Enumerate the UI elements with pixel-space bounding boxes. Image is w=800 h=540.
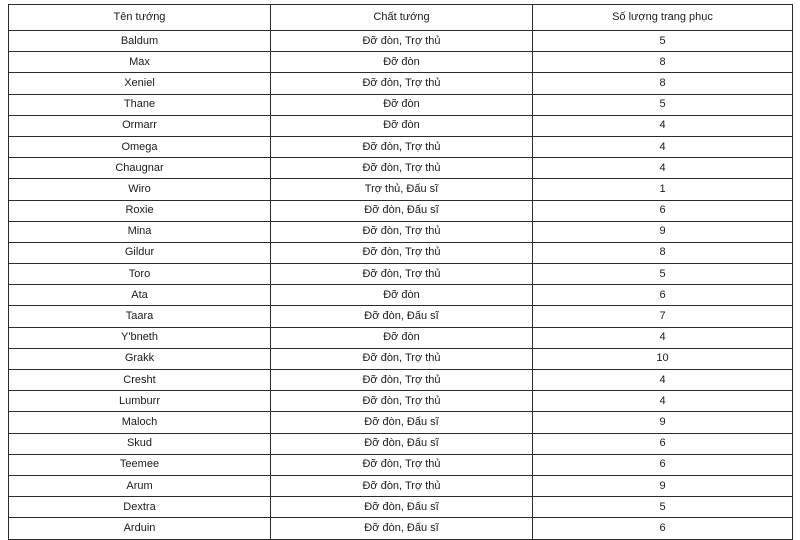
cell-skin-count: 9 [533,221,793,242]
cell-hero-name: Grakk [9,348,271,369]
cell-hero-name: Baldum [9,31,271,52]
table-row [9,264,793,285]
cell-skin-count: 6 [533,285,793,306]
cell-hero-class: Đỡ đòn, Trợ thủ [271,221,533,242]
table-row [9,391,793,412]
table-row [9,285,793,306]
cell-skin-count: 6 [533,454,793,475]
cell-hero-name: Y'bneth [9,327,271,348]
table-row [9,200,793,221]
cell-skin-count: 9 [533,412,793,433]
table-row [9,412,793,433]
cell-skin-count: 6 [533,518,793,539]
cell-hero-name: Wiro [9,179,271,200]
cell-skin-count: 1 [533,179,793,200]
cell-hero-class: Đỡ đòn, Trợ thủ [271,348,533,369]
table-row [9,52,793,73]
cell-skin-count: 7 [533,306,793,327]
table-row [9,518,793,539]
cell-hero-class: Đỡ đòn [271,115,533,136]
table-row [9,221,793,242]
cell-skin-count: 5 [533,264,793,285]
cell-skin-count: 4 [533,158,793,179]
cell-hero-class: Đỡ đòn, Trợ thủ [271,158,533,179]
table-row [9,348,793,369]
cell-hero-class: Đỡ đòn, Đấu sĩ [271,497,533,518]
table-body [9,31,793,540]
column-header-hero-class: Chất tướng [271,5,533,31]
cell-hero-class: Đỡ đòn, Đấu sĩ [271,412,533,433]
table-row [9,73,793,94]
table-row [9,370,793,391]
cell-hero-class: Đỡ đòn, Đấu sĩ [271,306,533,327]
table-row [9,115,793,136]
table-row [9,497,793,518]
cell-skin-count: 5 [533,94,793,115]
table-row [9,136,793,157]
table-row [9,242,793,263]
cell-hero-name: Mina [9,221,271,242]
table-row [9,158,793,179]
cell-skin-count: 5 [533,31,793,52]
cell-hero-class: Đỡ đòn [271,285,533,306]
cell-skin-count: 4 [533,391,793,412]
hero-skin-table [8,4,793,540]
cell-skin-count: 4 [533,327,793,348]
table-row [9,327,793,348]
table-row [9,454,793,475]
cell-hero-class: Đỡ đòn [271,52,533,73]
table-row [9,433,793,454]
column-header-skin-count: Số lượng trang phục [533,5,793,31]
cell-hero-name: Gildur [9,242,271,263]
column-header-hero-name: Tên tướng [9,5,271,31]
cell-hero-class: Đỡ đòn, Đấu sĩ [271,200,533,221]
cell-hero-name: Ormarr [9,115,271,136]
cell-hero-class: Đỡ đòn, Đấu sĩ [271,433,533,454]
cell-hero-name: Teemee [9,454,271,475]
cell-skin-count: 8 [533,73,793,94]
table-row [9,179,793,200]
cell-hero-class: Đỡ đòn, Trợ thủ [271,475,533,496]
cell-hero-class: Đỡ đòn, Trợ thủ [271,264,533,285]
cell-hero-class: Đỡ đòn, Trợ thủ [271,391,533,412]
cell-hero-class: Đỡ đòn, Trợ thủ [271,136,533,157]
cell-hero-name: Lumburr [9,391,271,412]
cell-hero-name: Arduin [9,518,271,539]
cell-hero-name: Taara [9,306,271,327]
cell-hero-class: Đỡ đòn, Trợ thủ [271,454,533,475]
cell-hero-name: Thane [9,94,271,115]
cell-hero-name: Chaugnar [9,158,271,179]
cell-skin-count: 5 [533,497,793,518]
cell-skin-count: 8 [533,242,793,263]
table-header [9,5,793,31]
cell-hero-class: Đỡ đòn [271,94,533,115]
cell-hero-name: Ata [9,285,271,306]
cell-hero-name: Cresht [9,370,271,391]
cell-skin-count: 4 [533,136,793,157]
cell-hero-class: Trợ thủ, Đấu sĩ [271,179,533,200]
cell-hero-class: Đỡ đòn, Trợ thủ [271,370,533,391]
cell-skin-count: 6 [533,433,793,454]
table-row [9,31,793,52]
cell-hero-name: Toro [9,264,271,285]
cell-skin-count: 4 [533,115,793,136]
cell-skin-count: 6 [533,200,793,221]
cell-hero-class: Đỡ đòn, Đấu sĩ [271,518,533,539]
cell-hero-name: Skud [9,433,271,454]
table-row [9,94,793,115]
table-header-row [9,5,793,31]
cell-hero-class: Đỡ đòn, Trợ thủ [271,31,533,52]
cell-skin-count: 10 [533,348,793,369]
cell-hero-name: Max [9,52,271,73]
cell-hero-class: Đỡ đòn, Trợ thủ [271,73,533,94]
table-row [9,475,793,496]
cell-hero-name: Dextra [9,497,271,518]
table-row [9,306,793,327]
cell-hero-class: Đỡ đòn [271,327,533,348]
cell-hero-name: Arum [9,475,271,496]
cell-skin-count: 4 [533,370,793,391]
cell-skin-count: 8 [533,52,793,73]
cell-hero-name: Xeniel [9,73,271,94]
cell-hero-class: Đỡ đòn, Trợ thủ [271,242,533,263]
cell-skin-count: 9 [533,475,793,496]
cell-hero-name: Roxie [9,200,271,221]
cell-hero-name: Maloch [9,412,271,433]
cell-hero-name: Omega [9,136,271,157]
